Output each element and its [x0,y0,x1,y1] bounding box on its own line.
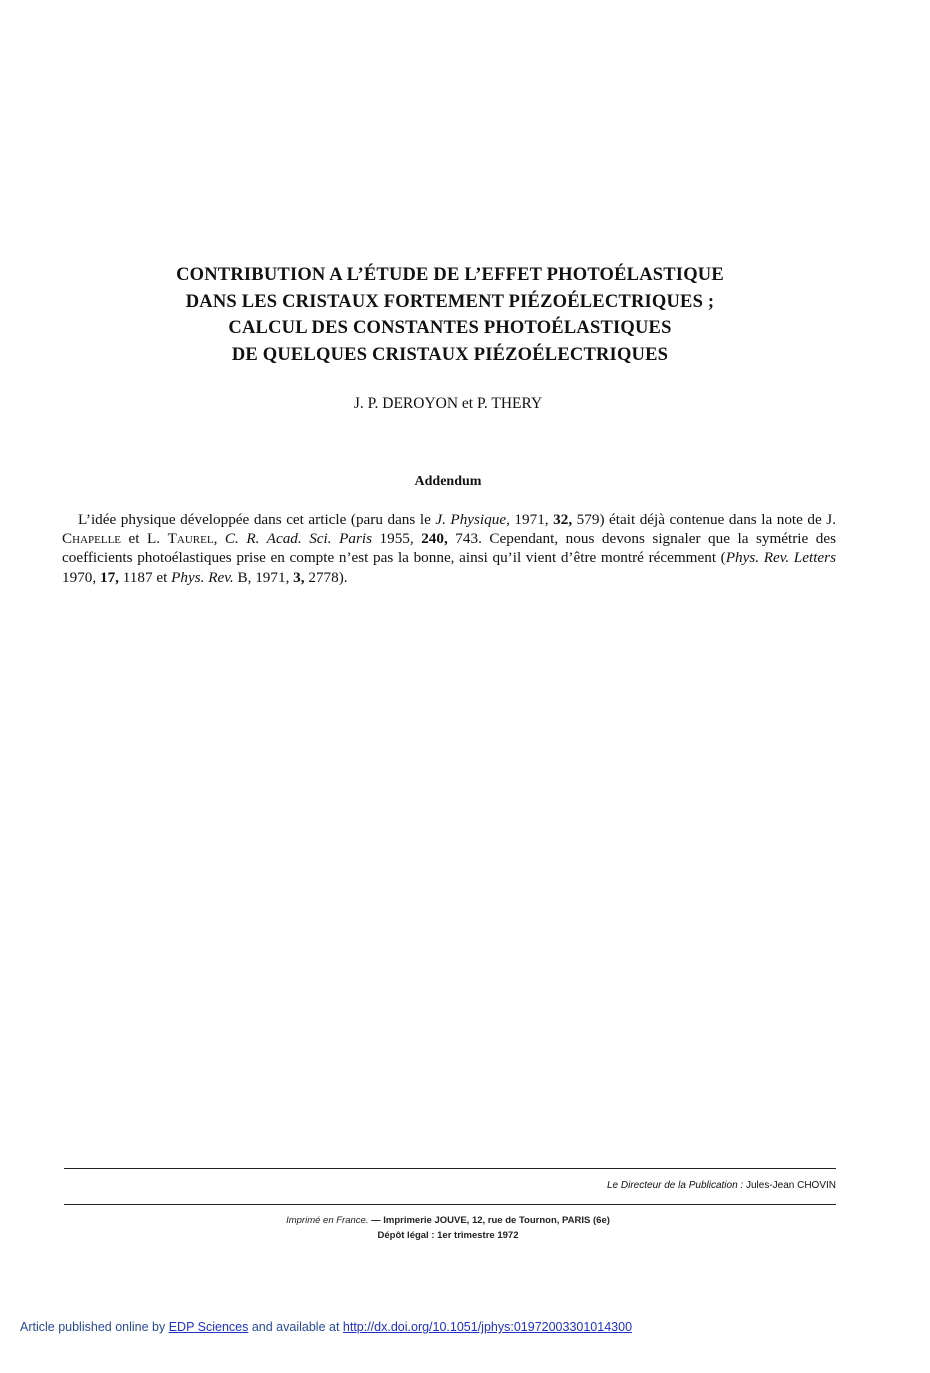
printed-in-label: Imprimé en France. [286,1215,369,1226]
text-run: 579) était déjà contenue dans la note de J. [572,511,836,528]
volume-number: 32, [553,511,573,528]
addendum-paragraph [62,510,836,587]
director-name: Jules-Jean CHOVIN [745,1180,836,1191]
title-line-3: CALCUL DES CONSTANTES PHOTOÉLASTIQUES [228,318,672,338]
text-run: , [213,530,225,548]
publication-footer [20,1320,632,1334]
volume-number: 240, [421,530,448,548]
divider-bottom [64,1204,836,1205]
text-run: 1187 et [118,568,172,586]
title-line-4: DE QUELQUES CRISTAUX PIÉZOÉLECTRIQUES [231,344,669,365]
journal-name: Phys. Rev. [171,568,234,586]
title-line-1: CONTRIBUTION A L’ÉTUDE DE L’EFFET PHOTOÉLASTIQUE [176,265,724,285]
volume-number: 17, [99,568,119,586]
imprint-line-1 [60,1213,836,1228]
text-run: , 1971, [506,511,554,528]
footer-prefix: Article published online by [20,1320,169,1334]
text-run: L’idée physique développée dans cet article (paru dans le [78,511,436,528]
journal-name: J. Physique [435,511,507,528]
legal-deposit: Dépôt légal : 1er trimestre 1972 [377,1230,519,1241]
text-run: 2778). [304,568,348,586]
author-name: Chapelle [62,530,122,548]
journal-name: C. R. Acad. Sci. Paris [224,530,372,548]
imprint [60,1213,836,1243]
printer-info: — Imprimerie JOUVE, 12, rue de Tournon, PARIS (6e) [368,1215,610,1226]
director-label: Le Directeur de la Publication : [607,1180,744,1191]
divider-top [64,1168,836,1169]
text-run: 1970, [62,568,100,586]
publication-director [607,1180,836,1191]
doi-link[interactable]: http://dx.doi.org/10.1051/jphys:01972003301014300 [342,1320,633,1334]
text-run: et L. [121,530,168,548]
authors: J. P. DEROYON et P. THERY [353,395,543,412]
text-run: 1955, [371,530,422,548]
footer-middle: and available at [248,1320,343,1334]
author-name: Taurel [167,530,214,548]
section-heading: Addendum [414,474,482,489]
title-line-2: DANS LES CRISTAUX FORTEMENT PIÉZOÉLECTRIQUES ; [185,291,715,312]
article-title [60,262,840,368]
edp-sciences-link[interactable]: EDP Sciences [168,1320,249,1334]
journal-name: Phys. Rev. Letters [725,549,836,567]
volume-number: 3, [293,568,305,586]
text-run: B, 1971, [233,568,294,586]
text-run: 743. Cependant, nous devons signaler que la symétrie des coefficients photoélastiques prise en compte n’est pas la bonne, ainsi qu’il vient d’être montré récemment ( [62,530,837,567]
